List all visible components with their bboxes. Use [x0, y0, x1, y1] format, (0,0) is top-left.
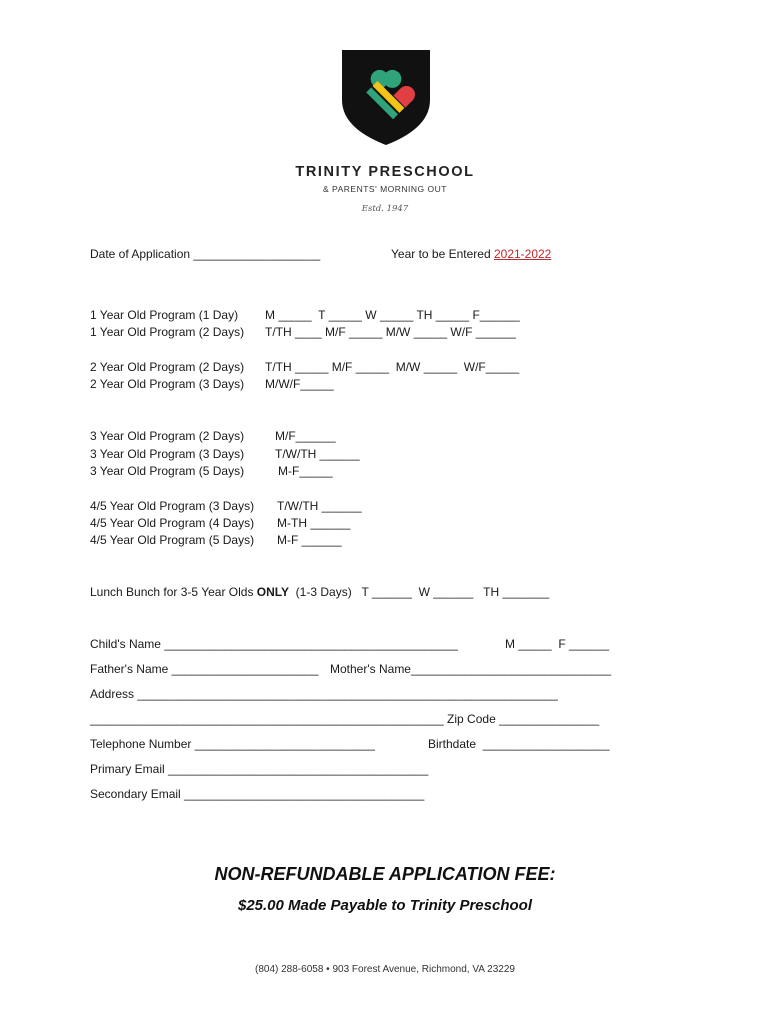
- lunch-bunch-field[interactable]: [90, 585, 549, 599]
- fee-subtitle: $25.00 Made Payable to Trinity Preschool: [237, 897, 532, 914]
- primary-email-field[interactable]: Primary Email _______________________________________: [90, 762, 429, 776]
- program-label: 1 Year Old Program (1 Day): [90, 308, 239, 322]
- year-to-be-entered: [391, 247, 551, 261]
- fee-title: NON-REFUNDABLE APPLICATION FEE:: [214, 864, 556, 884]
- program-label: 3 Year Old Program (2 Days): [90, 429, 245, 443]
- lunch-emphasis: ONLY: [256, 585, 290, 599]
- program-days-field[interactable]: M _____ T _____ W _____ TH _____ F______: [265, 308, 520, 322]
- program-label: 3 Year Old Program (5 Days): [90, 464, 245, 478]
- program-days-field[interactable]: T/TH ____ M/F _____ M/W _____ W/F ______: [265, 325, 516, 339]
- program-days-field[interactable]: M-TH ______: [277, 516, 351, 530]
- secondary-email-field[interactable]: Secondary Email ____________________________________: [90, 787, 425, 801]
- father-name-field[interactable]: Father's Name ______________________: [90, 662, 319, 676]
- brand-name: TRINITY PRESCHOOL: [295, 164, 475, 180]
- program-label: 4/5 Year Old Program (3 Days): [90, 499, 255, 513]
- address-field[interactable]: Address _______________________________________________________________: [90, 687, 558, 701]
- program-label: 3 Year Old Program (3 Days): [90, 447, 245, 461]
- program-label: 4/5 Year Old Program (4 Days): [90, 516, 255, 530]
- program-days-field[interactable]: M-F_____: [278, 464, 333, 478]
- child-gender-field[interactable]: M _____ F ______: [505, 637, 610, 651]
- program-label: 4/5 Year Old Program (5 Days): [90, 533, 255, 547]
- program-days-field[interactable]: M-F ______: [277, 533, 342, 547]
- program-days-field[interactable]: T/W/TH ______: [277, 499, 362, 513]
- program-days-field[interactable]: T/TH _____ M/F _____ M/W _____ W/F_____: [265, 360, 520, 374]
- program-label: 2 Year Old Program (3 Days): [90, 377, 245, 391]
- date-of-application-field[interactable]: Date of Application ___________________: [90, 247, 321, 261]
- program-label: 1 Year Old Program (2 Days): [90, 325, 245, 339]
- program-label: 2 Year Old Program (2 Days): [90, 360, 245, 374]
- year-label: Year to be Entered: [391, 247, 494, 261]
- established-year: Estd. 1947: [361, 204, 409, 214]
- program-days-field[interactable]: M/F______: [275, 429, 336, 443]
- year-value: 2021-2022: [493, 247, 552, 261]
- program-days-field[interactable]: M/W/F_____: [265, 377, 334, 391]
- contact-footer: (804) 288-6058 • 903 Forest Avenue, Richmond, VA 23229: [255, 964, 515, 975]
- lunch-prefix: Lunch Bunch for 3-5 Year Olds: [90, 585, 257, 599]
- program-days-field[interactable]: T/W/TH ______: [275, 447, 360, 461]
- address-zip-field[interactable]: _____________________________________________________ Zip Code _______________: [90, 712, 600, 726]
- birthdate-field[interactable]: Birthdate ___________________: [428, 737, 610, 751]
- telephone-field[interactable]: Telephone Number ___________________________: [90, 737, 375, 751]
- trinity-heart-shield-logo: [339, 48, 433, 146]
- lunch-days: (1-3 Days) T ______ W ______ TH _______: [289, 585, 550, 599]
- brand-subtitle: & PARENTS' MORNING OUT: [323, 184, 447, 194]
- child-name-field[interactable]: Child's Name ____________________________________________: [90, 637, 458, 651]
- mother-name-field[interactable]: Mother's Name______________________________: [330, 662, 612, 676]
